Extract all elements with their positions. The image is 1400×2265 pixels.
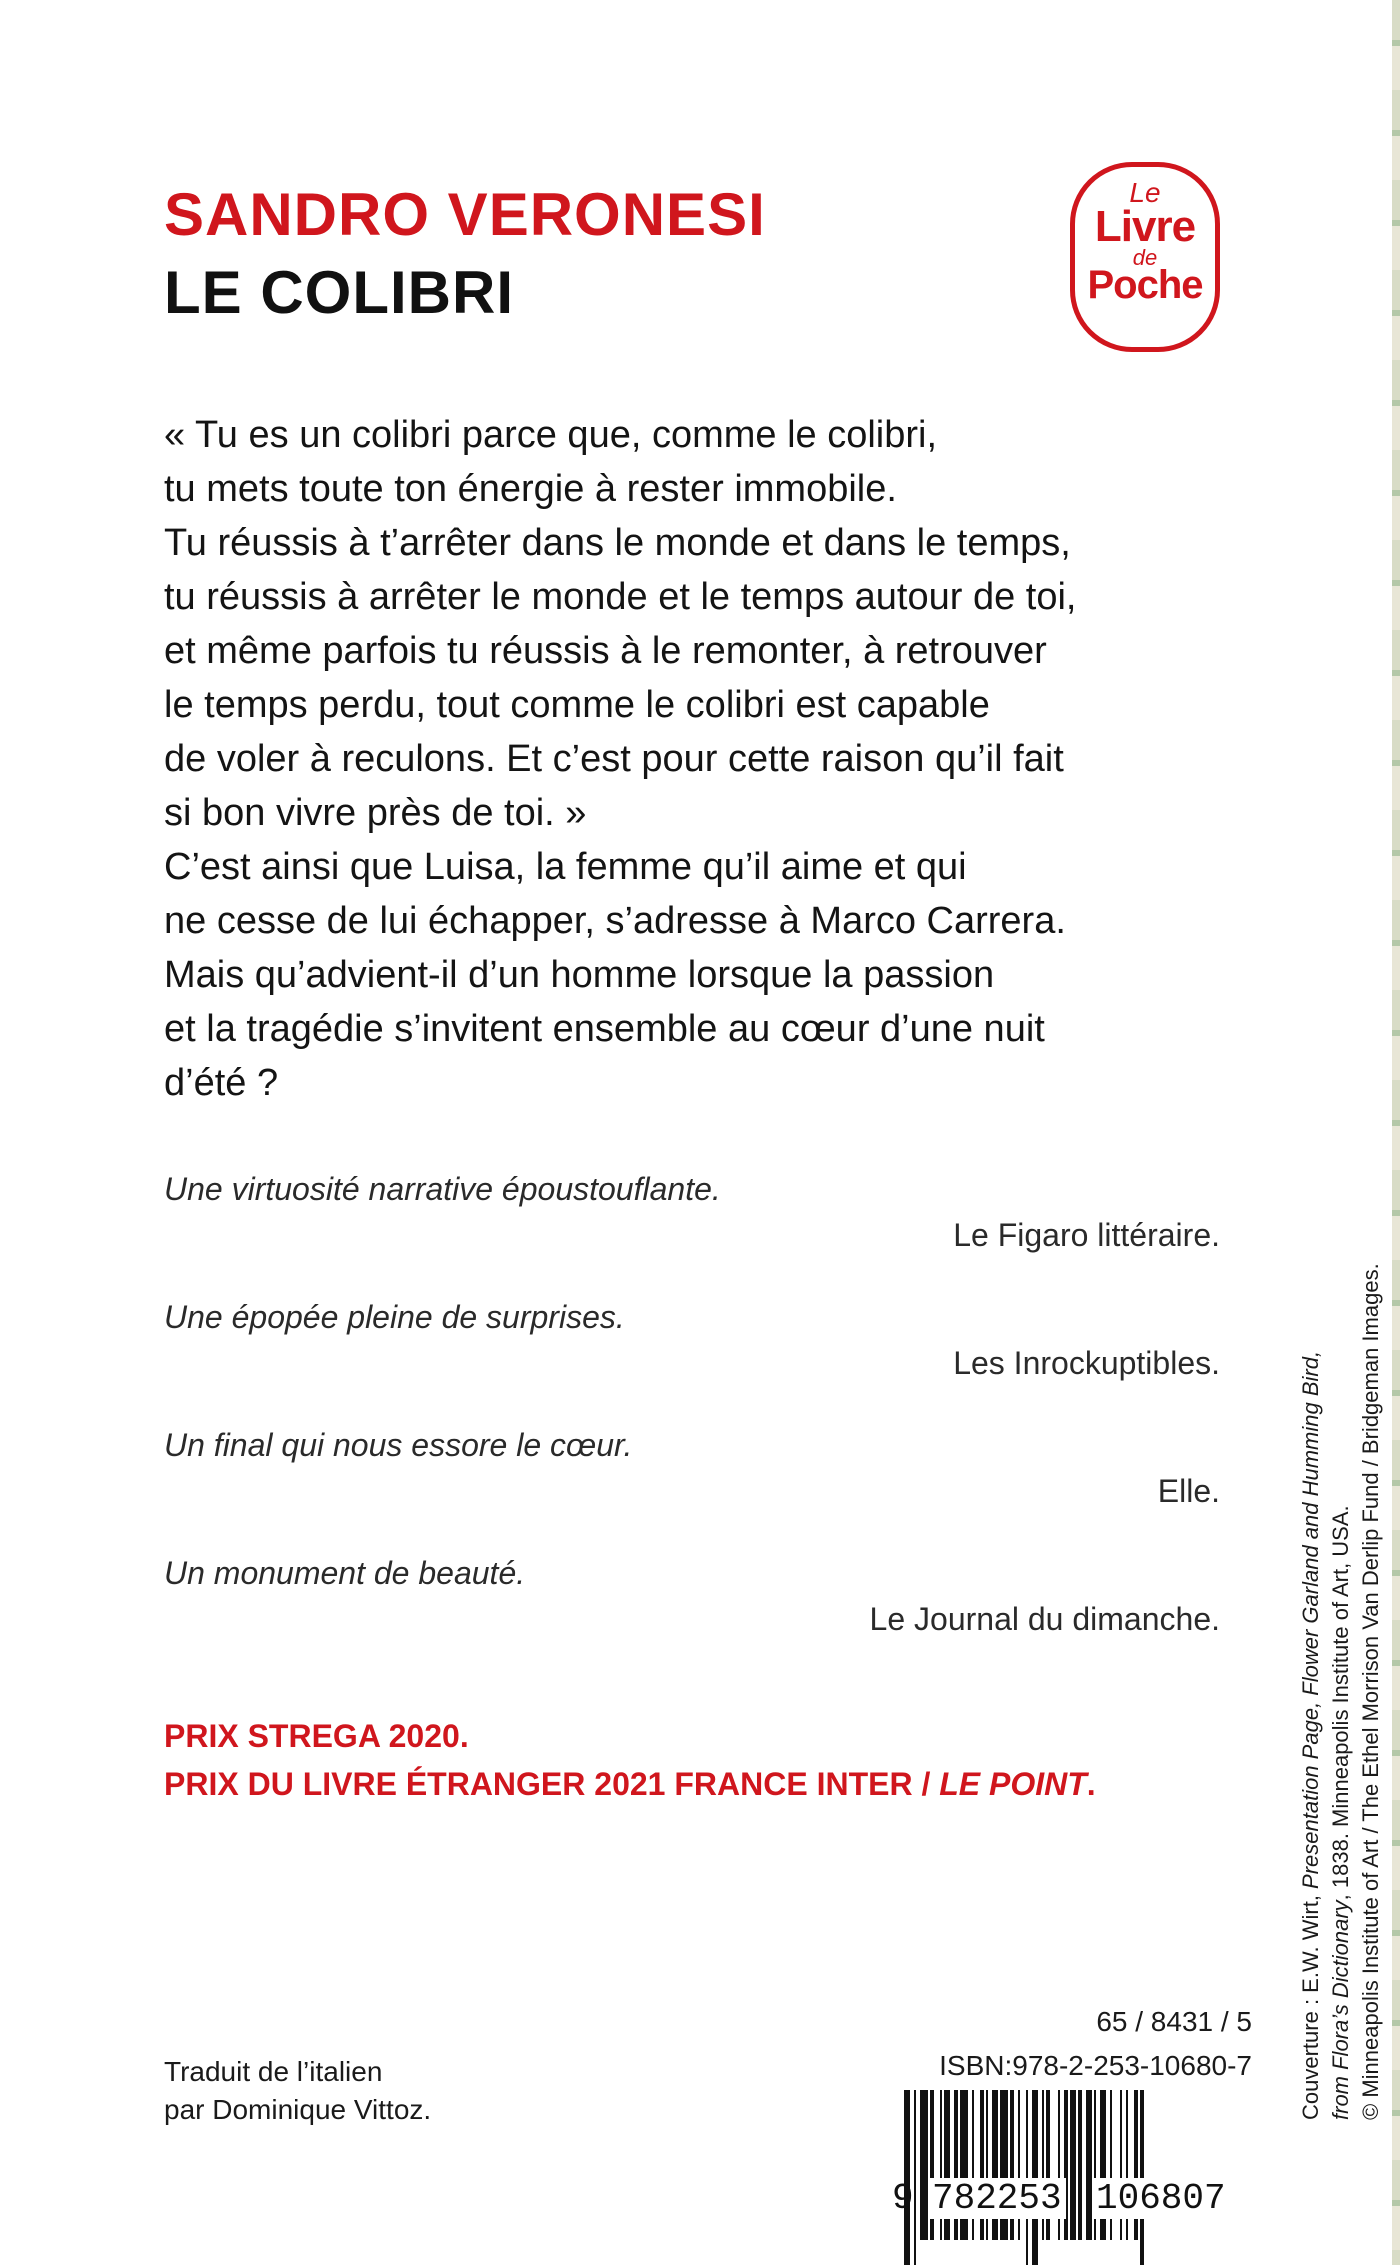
- review-quote: Une virtuosité narrative époustouflante.: [164, 1171, 721, 1207]
- barcode-first-digit: 9: [892, 2178, 914, 2219]
- credit-line-2: [1326, 1200, 1356, 2120]
- translator-line-2: par Dominique Vittoz.: [164, 2094, 432, 2125]
- spine-edge: [1392, 0, 1400, 2265]
- review-item: [164, 1424, 1220, 1512]
- blurb-line: « Tu es un colibri parce que, comme le colibri,: [164, 414, 938, 456]
- prize-strega: PRIX STREGA 2020.: [164, 1718, 469, 1754]
- isbn-number: ISBN:978-2-253-10680-7: [939, 2050, 1252, 2081]
- blurb-line: le temps perdu, tout comme le colibri est capable: [164, 684, 990, 726]
- credit-text: Couverture : E.W. Wirt,: [1298, 1888, 1323, 2120]
- logo-line-de: de: [1132, 245, 1158, 270]
- logo-line-livre: Livre: [1094, 202, 1196, 251]
- book-title: LE COLIBRI: [164, 259, 514, 326]
- blurb-line: Tu réussis à t’arrêter dans le monde et dans le temps,: [164, 522, 1071, 564]
- review-item: [164, 1296, 1220, 1384]
- credit-text: , 1838. Minneapolis Institute of Art, USA.: [1328, 1505, 1353, 1901]
- credit-artwork-title: Presentation Page, Flower Garland and Humming Bird,: [1298, 1350, 1323, 1889]
- catalog-number: 65 / 8431 / 5: [1096, 2006, 1252, 2037]
- blurb-line: et même parfois tu réussis à le remonter, à retrouver: [164, 630, 1047, 672]
- blurb-line: tu mets toute ton énergie à rester immobile.: [164, 468, 897, 510]
- review-quote: Une épopée pleine de surprises.: [164, 1299, 625, 1335]
- barcode-bar: [1070, 2090, 1076, 2240]
- prize-livre-etranger: [164, 1760, 1096, 1808]
- prize-main-text: PRIX DU LIVRE ÉTRANGER 2021 FRANCE INTER /: [164, 1766, 940, 1802]
- blurb-line: de voler à reculons. Et c’est pour cette raison qu’il fait: [164, 738, 1064, 780]
- barcode-bar: [1078, 2090, 1082, 2240]
- review-quote: Un final qui nous essore le cœur.: [164, 1427, 633, 1463]
- logo-line-poche: Poche: [1087, 263, 1203, 307]
- blurb-line: Mais qu’advient-il d’un homme lorsque la passion: [164, 954, 995, 996]
- blurb-line: ne cesse de lui échapper, s’adresse à Marco Carrera.: [164, 900, 1066, 942]
- blurb-line: tu réussis à arrêter le monde et le temps autour de toi,: [164, 576, 1077, 618]
- credit-line-3: © Minneapolis Institute of Art / The Ethel Morrison Van Derlip Fund / Bridgeman Images.: [1358, 1263, 1383, 2120]
- prize-le-point: LE POINT: [939, 1766, 1087, 1802]
- logo-line-le: Le: [1129, 177, 1161, 208]
- review-source: Le Journal du dimanche.: [869, 1601, 1220, 1637]
- blurb-line: si bon vivre près de toi. »: [164, 792, 587, 834]
- press-reviews: [164, 1168, 1220, 1680]
- author-name: SANDRO VERONESI: [164, 181, 766, 248]
- barcode-left-group: 782253: [928, 2178, 1066, 2219]
- prizes: [164, 1712, 1096, 1808]
- publisher-logo: [1070, 162, 1220, 352]
- translator-credit: [164, 2053, 431, 2129]
- review-item: [164, 1168, 1220, 1256]
- back-cover-blurb: [164, 408, 1224, 1110]
- blurb-line: C’est ainsi que Luisa, la femme qu’il aime et qui: [164, 846, 967, 888]
- prize-period: .: [1086, 1766, 1096, 1802]
- barcode-right-group: 106807: [1092, 2178, 1230, 2219]
- cover-credit: [1296, 1200, 1386, 2120]
- review-source: Le Figaro littéraire.: [953, 1217, 1220, 1253]
- translator-line-1: Traduit de l’italien: [164, 2056, 383, 2087]
- review-source: Les Inrockuptibles.: [953, 1345, 1220, 1381]
- review-source: Elle.: [1157, 1473, 1220, 1509]
- blurb-line: et la tragédie s’invitent ensemble au cœur d’une nuit: [164, 1008, 1045, 1050]
- blurb-line: d’été ?: [164, 1062, 279, 1104]
- catalog-codes: [852, 2000, 1252, 2088]
- barcode-bar: [914, 2090, 916, 2265]
- credit-line-1: [1296, 1200, 1326, 2120]
- barcode-bar: [920, 2090, 928, 2240]
- review-item: [164, 1552, 1220, 1640]
- credit-source-title: from Flora’s Dictionary: [1328, 1900, 1353, 2120]
- review-quote: Un monument de beauté.: [164, 1555, 526, 1591]
